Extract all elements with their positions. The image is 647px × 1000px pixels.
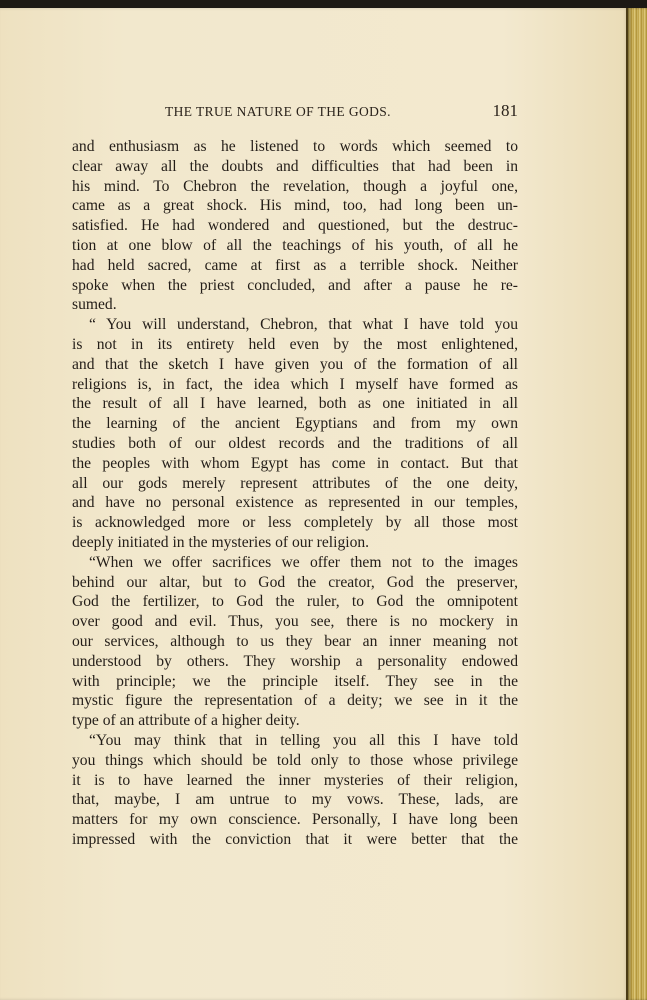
text-line: the result of all I have learned, both as one initiated in all — [72, 395, 518, 413]
text-line: understood by others. They worship a personality endowed — [72, 652, 518, 670]
text-line: with principle; we the principle itself. They see in the — [72, 672, 518, 690]
text-line: had held sacred, came at first as a terrible shock. Neither — [72, 256, 518, 274]
text-line: clear away all the doubts and difficulties that had been in — [72, 157, 518, 175]
text-line: his mind. To Chebron the revelation, though a joyful one, — [72, 177, 518, 195]
text-line: spoke when the priest concluded, and after a pause he re- — [72, 276, 518, 294]
text-line: is acknowledged more or less completely by all those most — [72, 514, 518, 532]
text-line: matters for my own conscience. Personally, I have long been — [72, 811, 518, 829]
text-line: is not in its entirety held even by the most enlightened, — [72, 335, 518, 353]
text-line: studies both of our oldest records and the traditions of all — [72, 434, 518, 452]
text-line: mystic figure the representation of a deity; we see in it the — [72, 692, 518, 710]
text-line: came as a great shock. His mind, too, had long been un- — [72, 197, 518, 215]
text-line: type of an attribute of a higher deity. — [72, 712, 300, 730]
text-line: you things which should be told only to those whose privilege — [72, 751, 518, 769]
text-line: and have no personal existence as represented in our temples, — [72, 494, 518, 512]
text-line: the learning of the ancient Egyptians and from my own — [72, 415, 518, 433]
text-line: that, maybe, I am untrue to my vows. These, lads, are — [72, 791, 518, 809]
gilt-page-edge — [628, 8, 647, 1000]
text-line: impressed with the conviction that it were better that the — [72, 830, 518, 848]
text-line: all our gods merely represent attributes of the one deity, — [72, 474, 518, 492]
text-line: tion at one blow of all the teachings of his youth, of all he — [72, 236, 518, 254]
body-text — [72, 137, 518, 850]
text-line: our services, although to us they bear an inner meaning not — [72, 632, 518, 650]
text-line: satisfied. He had wondered and questioned, but the destruc- — [72, 217, 518, 235]
text-line: behind our altar, but to God the creator, God the preserver, — [72, 573, 518, 591]
text-line: the peoples with whom Egypt has come in contact. But that — [72, 454, 518, 472]
text-line: and that the sketch I have given you of the formation of all — [72, 355, 518, 373]
page-number: 181 — [492, 101, 518, 120]
text-line: it is to have learned the inner mysteries of their religion, — [72, 771, 518, 789]
text-line: and enthusiasm as he listened to words which seemed to — [72, 138, 518, 155]
text-line: God the fertilizer, to God the ruler, to God the omnipotent — [72, 593, 518, 611]
text-line: “When we offer sacrifices we offer them not to the images — [89, 553, 518, 571]
running-head-title: THE TRUE NATURE OF THE GODS. — [165, 104, 391, 119]
text-line: deeply initiated in the mysteries of our religion. — [72, 533, 370, 551]
text-line: “ You will understand, Chebron, that what I have told you — [89, 316, 518, 334]
text-line: religions is, in fact, the idea which I myself have formed as — [72, 375, 518, 393]
text-line: sumed. — [72, 296, 117, 314]
text-line: “You may think that in telling you all this I have told — [89, 731, 518, 749]
running-header — [72, 103, 518, 123]
text-line: over good and evil. Thus, you see, there is no mockery in — [72, 613, 518, 631]
